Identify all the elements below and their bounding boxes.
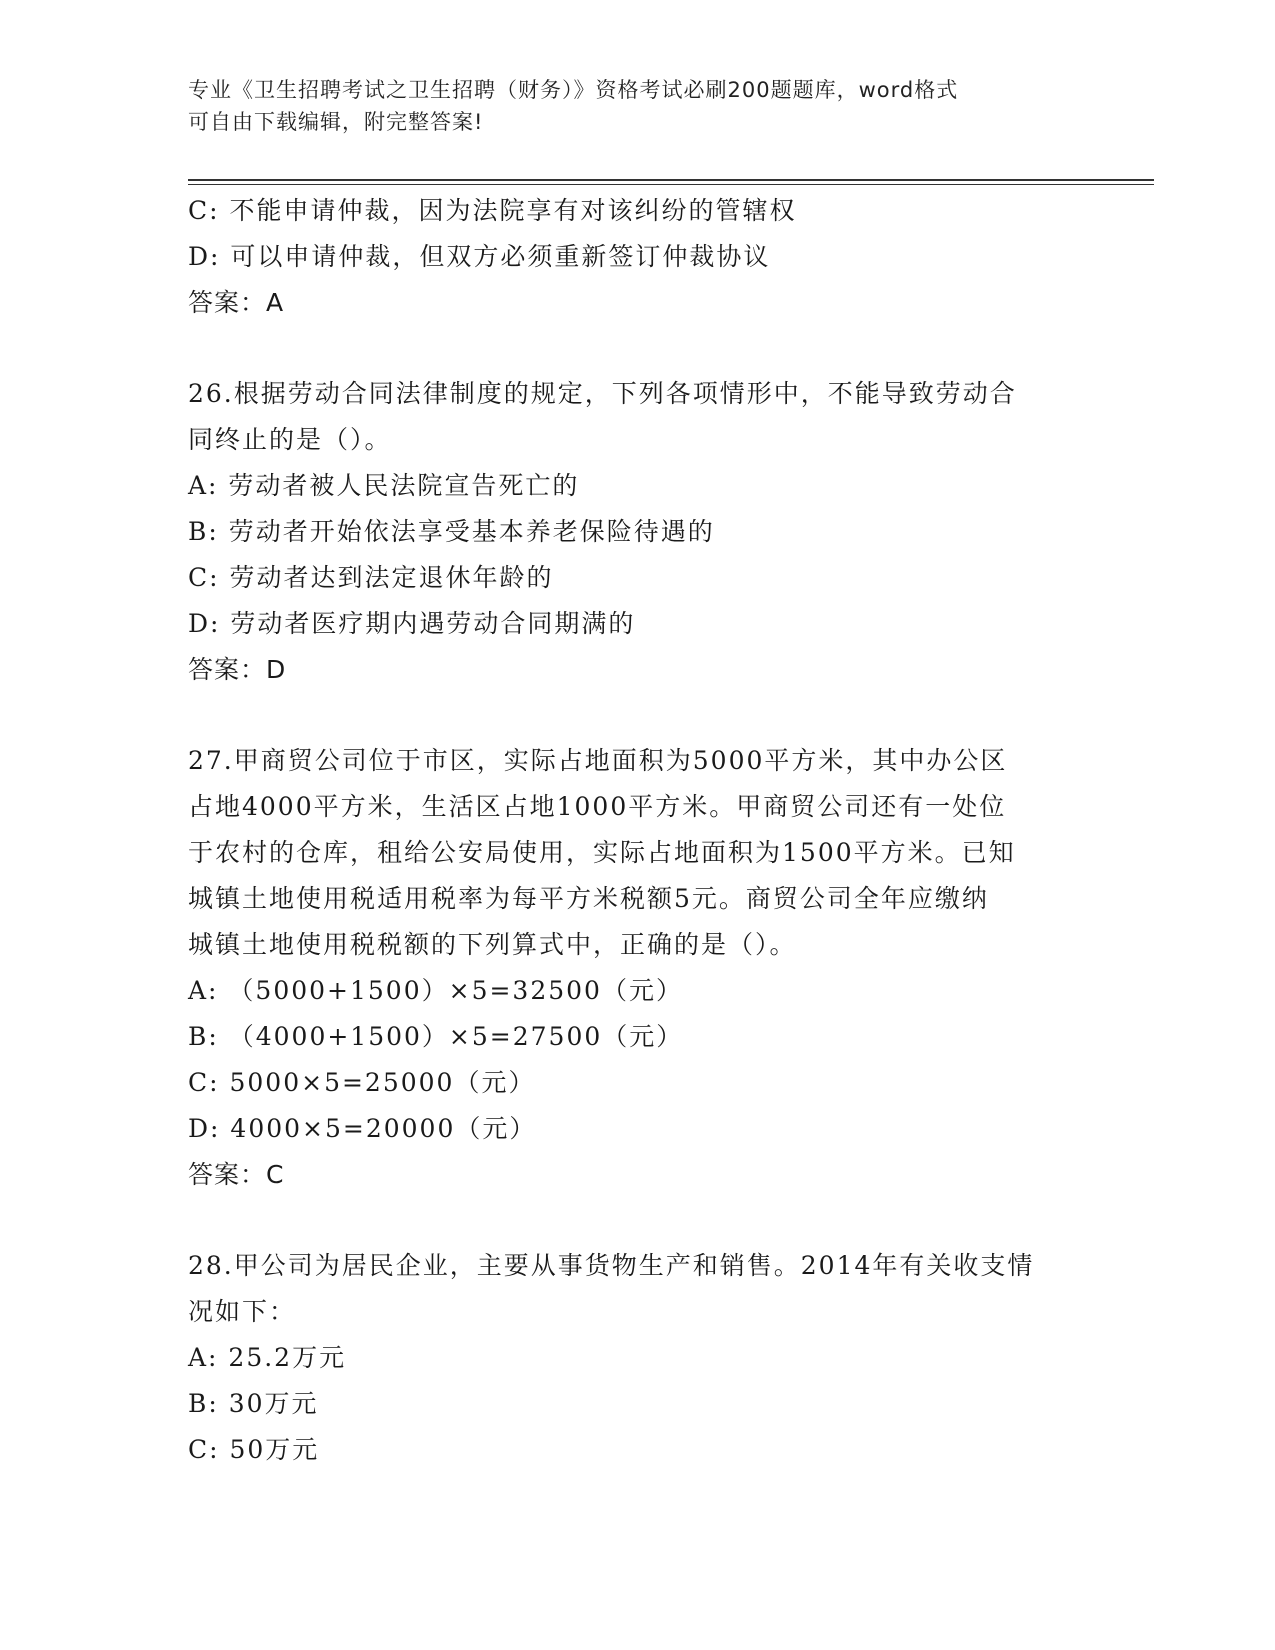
question-25 [188,188,1088,326]
option-d: D: 4000×5=20000（元） [188,1114,537,1143]
option-b: B: 劳动者开始依法享受基本养老保险待遇的 [188,517,715,546]
question-28 [188,1243,1088,1473]
header-divider [188,179,1154,185]
spacer [188,693,1088,738]
question-stem: 于农村的仓库，租给公安局使用，实际占地面积为1500平方米。已知 [188,838,1016,867]
option-a: A: 劳动者被人民法院宣告死亡的 [188,471,580,500]
question-stem: 况如下： [188,1297,297,1326]
spacer [188,326,1088,371]
option-d: D: 劳动者医疗期内遇劳动合同期满的 [188,609,636,638]
option-c: C: 劳动者达到法定退休年龄的 [188,563,554,592]
header-line-1: 专业《卫生招聘考试之卫生招聘（财务）》资格考试必刷200题题库，word格式 [188,78,959,102]
header-line-2: 可自由下载编辑，附完整答案! [188,110,484,134]
question-26 [188,371,1088,693]
question-stem: 27.甲商贸公司位于市区，实际占地面积为5000平方米，其中办公区 [188,746,1008,775]
option-b: B: （4000+1500）×5=27500（元） [188,1022,684,1051]
option-d: D: 可以申请仲裁，但双方必须重新签订仲裁协议 [188,242,771,271]
question-stem: 同终止的是（）。 [188,425,392,454]
answer: 答案：C [188,1160,285,1189]
question-stem: 城镇土地使用税适用税率为每平方米税额5元。商贸公司全年应缴纳 [188,884,989,913]
question-stem: 26.根据劳动合同法律制度的规定，下列各项情形中，不能导致劳动合 [188,379,1017,408]
option-c: C: 5000×5=25000（元） [188,1068,536,1097]
option-a: A: （5000+1500）×5=32500（元） [188,976,683,1005]
answer: 答案：D [188,655,287,684]
question-stem: 占地4000平方米，生活区占地1000平方米。甲商贸公司还有一处位 [188,792,1007,821]
option-c: C: 不能申请仲裁，因为法院享有对该纠纷的管辖权 [188,196,797,225]
spacer [188,1198,1088,1243]
option-b: B: 30万元 [188,1389,319,1418]
question-stem: 城镇土地使用税税额的下列算式中，正确的是（）。 [188,930,797,959]
document-header [188,74,1068,138]
question-27 [188,738,1088,1198]
answer: 答案：A [188,288,285,317]
question-stem: 28.甲公司为居民企业，主要从事货物生产和销售。2014年有关收支情 [188,1251,1035,1280]
option-a: A: 25.2万元 [188,1343,347,1372]
option-c: C: 50万元 [188,1435,320,1464]
document-body [188,188,1088,1473]
